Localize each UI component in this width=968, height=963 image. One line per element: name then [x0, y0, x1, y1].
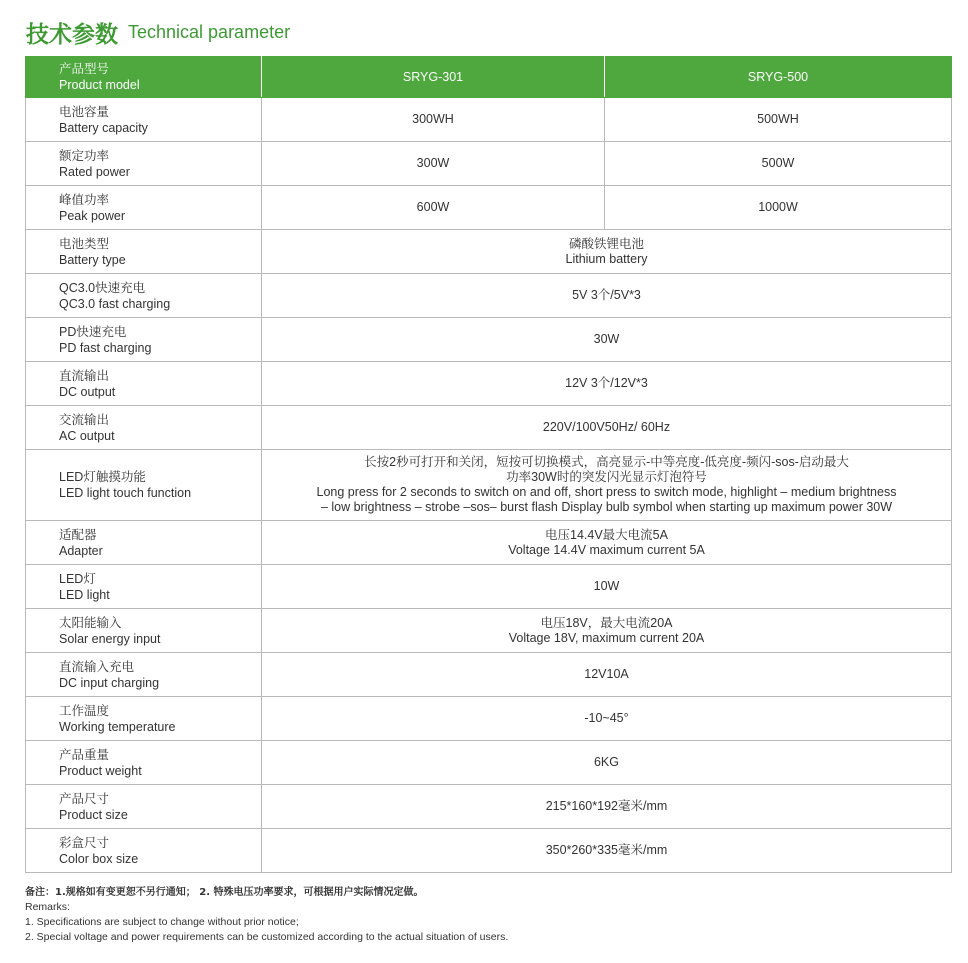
remarks-zh: 备注：1.规格如有变更恕不另行通知； 2. 特殊电压功率要求，可根据用户实际情况定做。	[25, 887, 424, 898]
param-label-zh: LED灯	[59, 571, 96, 586]
value-cell-model-1	[262, 98, 605, 142]
value-cell-shared	[262, 741, 952, 785]
param-label-zh: 太阳能输入	[59, 615, 122, 630]
param-label-en: DC output	[59, 384, 116, 399]
param-label-en: AC output	[59, 428, 115, 443]
param-label-zh: 工作温度	[59, 703, 110, 718]
value-line: Voltage 14.4V maximum current 5A	[508, 542, 705, 557]
param-label-zh: QC3.0快速充电	[59, 280, 146, 295]
value-line: 6KG	[593, 755, 619, 769]
value-line: -10~45°	[584, 711, 629, 725]
value-cell-shared	[262, 406, 952, 450]
param-label-en: Rated power	[59, 164, 130, 179]
param-label-en: QC3.0 fast charging	[59, 296, 171, 311]
param-cell	[26, 274, 262, 318]
value-cell-shared	[262, 521, 952, 565]
param-label-zh: PD快速充电	[59, 324, 127, 339]
value-cell-model-2	[605, 142, 952, 186]
table-row	[26, 521, 952, 565]
value-line: Voltage 18V, maximum current 20A	[508, 630, 705, 645]
param-label-en: Product weight	[59, 763, 142, 778]
param-label-en: Battery type	[59, 252, 126, 267]
param-cell	[26, 142, 262, 186]
value-cell-shared	[262, 274, 952, 318]
param-label-zh: 直流输入充电	[59, 659, 135, 674]
value-cell-shared	[262, 785, 952, 829]
value-text: 500WH	[757, 112, 799, 126]
value-cell-shared	[262, 829, 952, 873]
param-label-zh: 额定功率	[59, 148, 110, 163]
value-cell-model-2	[605, 98, 952, 142]
param-label-en: PD fast charging	[59, 340, 152, 355]
param-cell	[26, 697, 262, 741]
table-row	[26, 142, 952, 186]
value-line: Long press for 2 seconds to switch on and off, short press to switch mode, highlight – medium brightness	[316, 485, 897, 499]
table-row	[26, 653, 952, 697]
param-label-zh: 电池容量	[59, 104, 110, 119]
page-title-en: Technical parameter	[128, 21, 291, 42]
value-line: 长按2秒可打开和关闭，短按可切换模式，高亮显示-中等亮度-低亮度-频闪-sos-启动最大	[364, 455, 849, 469]
header-cell-model	[26, 57, 262, 98]
param-cell	[26, 362, 262, 406]
remarks-label: Remarks:	[25, 901, 70, 913]
header-cell-model-1	[262, 57, 605, 98]
param-cell	[26, 653, 262, 697]
table-row	[26, 697, 952, 741]
table-row	[26, 274, 952, 318]
value-line: 10W	[593, 579, 620, 593]
table-row	[26, 829, 952, 873]
param-label-en: LED light	[59, 587, 110, 602]
param-cell	[26, 829, 262, 873]
value-line: 电压18V，最大电流20A	[540, 615, 673, 630]
table-row	[26, 741, 952, 785]
value-cell-model-2	[605, 186, 952, 230]
param-label-en: DC input charging	[59, 675, 160, 690]
value-text: 500W	[761, 156, 795, 170]
value-line: 磷酸铁锂电池	[568, 236, 644, 251]
value-line: 220V/100V50Hz/ 60Hz	[542, 420, 671, 434]
value-cell-model-1	[262, 142, 605, 186]
table-row	[26, 565, 952, 609]
value-cell-shared	[262, 609, 952, 653]
value-line: 电压14.4V最大电流5A	[545, 527, 668, 542]
param-label-zh: 产品重量	[59, 747, 110, 762]
remarks-item-1: 1. Specifications are subject to change without prior notice;	[25, 916, 299, 928]
remarks	[25, 885, 508, 945]
header-label-en: Product model	[59, 78, 140, 92]
page-header	[26, 16, 290, 48]
value-line: 12V 3个/12V*3	[565, 376, 648, 390]
value-line: 30W	[593, 332, 620, 346]
value-line: 5V 3个/5V*3	[572, 288, 641, 302]
remarks-item-2: 2. Special voltage and power requirements can be customized according to the actual situation of users.	[25, 931, 509, 943]
table-row	[26, 406, 952, 450]
value-cell-model-1	[262, 186, 605, 230]
value-cell-shared	[262, 318, 952, 362]
param-cell	[26, 741, 262, 785]
value-cell-shared	[262, 653, 952, 697]
param-label-zh: 直流输出	[59, 368, 110, 383]
value-text: 1000W	[758, 200, 798, 214]
value-text: 300WH	[412, 112, 454, 126]
value-cell-shared	[262, 697, 952, 741]
value-line: Lithium battery	[565, 251, 648, 266]
param-cell	[26, 565, 262, 609]
value-cell-shared	[262, 565, 952, 609]
value-cell-shared	[262, 450, 952, 521]
param-cell	[26, 785, 262, 829]
value-line: – low brightness – strobe –sos– burst flash Display bulb symbol when starting up maximum power 30W	[320, 500, 893, 514]
param-label-zh: 交流输出	[59, 412, 110, 427]
page-title-zh: 技术参数	[26, 21, 118, 48]
param-cell	[26, 521, 262, 565]
param-cell	[26, 406, 262, 450]
table-row	[26, 318, 952, 362]
param-cell	[26, 318, 262, 362]
param-cell	[26, 450, 262, 521]
param-label-zh: 彩盒尺寸	[59, 835, 110, 850]
param-label-zh: 产品尺寸	[59, 791, 110, 806]
header-cell-model-2	[605, 57, 952, 98]
value-line: 12V10A	[584, 667, 629, 681]
table-row	[26, 450, 952, 521]
param-cell	[26, 186, 262, 230]
param-label-zh: 电池类型	[59, 236, 110, 251]
value-line: 350*260*335毫米/mm	[545, 843, 668, 857]
param-label-en: Adapter	[59, 543, 103, 558]
value-cell-shared	[262, 230, 952, 274]
model-1-label: SRYG-301	[402, 69, 464, 84]
value-line: 215*160*192毫米/mm	[545, 799, 668, 813]
table-row	[26, 230, 952, 274]
param-label-en: Solar energy input	[59, 631, 161, 646]
param-label-en: Peak power	[59, 208, 126, 223]
param-label-en: Battery capacity	[59, 120, 148, 135]
spec-table	[25, 56, 952, 873]
param-cell	[26, 230, 262, 274]
table-row	[26, 785, 952, 829]
table-header-row	[26, 57, 952, 98]
table-row	[26, 609, 952, 653]
header-label-zh: 产品型号	[59, 62, 110, 76]
param-label-zh: 适配器	[59, 527, 97, 542]
param-label-zh: 峰值功率	[59, 192, 110, 207]
value-text: 300W	[416, 156, 450, 170]
value-text: 600W	[416, 200, 450, 214]
model-2-label: SRYG-500	[747, 69, 809, 84]
table-row	[26, 362, 952, 406]
param-label-zh: LED灯触摸功能	[59, 470, 146, 484]
table-row	[26, 98, 952, 142]
param-label-en: Color box size	[59, 851, 139, 866]
param-cell	[26, 609, 262, 653]
param-label-en: Product size	[59, 807, 128, 822]
param-cell	[26, 98, 262, 142]
param-label-en: Working temperature	[59, 719, 176, 734]
table-row	[26, 186, 952, 230]
value-line: 功率30W时的突发闪光显示灯泡符号	[506, 470, 707, 484]
value-cell-shared	[262, 362, 952, 406]
param-label-en: LED light touch function	[59, 486, 192, 500]
